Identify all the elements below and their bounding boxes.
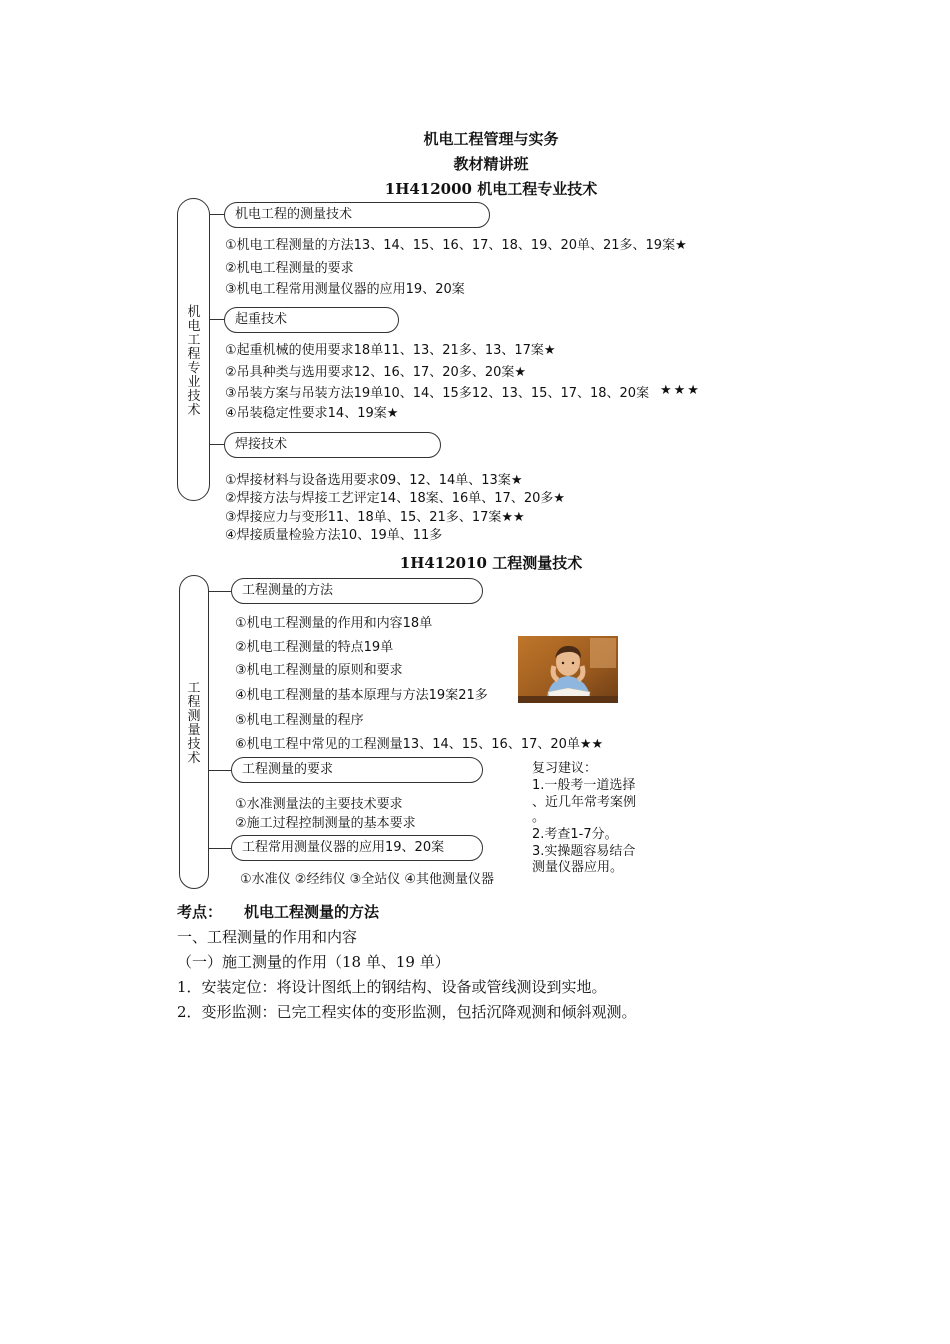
mindmap-group-measurement: 机电工程的测量技术 — [224, 202, 490, 228]
section-title: 1H412010 工程测量技术 — [399, 554, 583, 572]
review-advice-line: 2.考查1-7分。 — [532, 827, 618, 842]
mindmap-root-label: 机电工程专业技术 — [187, 305, 201, 418]
list-item: ①起重机械的使用要求18单11、13、21多、13、17案★ — [225, 343, 556, 358]
doc-subtitle: 教材精讲班 — [453, 155, 529, 173]
review-advice-line: 测量仪器应用。 — [532, 860, 624, 875]
mindmap-group-welding: 焊接技术 — [224, 432, 441, 458]
chapter-title: 1H412000 机电工程专业技术 — [384, 180, 598, 198]
student-reading-image — [518, 636, 618, 703]
kaodian-label: 考点： — [177, 903, 223, 921]
list-item: ②机电工程测量的要求 — [225, 261, 354, 276]
paragraph: 1．安装定位：将设计图纸上的钢结构、设备或管线测设到实地。 — [177, 978, 607, 996]
list-item: ①机电工程测量的作用和内容18单 — [235, 616, 433, 631]
review-advice-line: 1.一般考一道选择 — [532, 778, 636, 793]
connector — [210, 319, 224, 320]
list-item: ①水准测量法的主要技术要求 — [235, 797, 403, 812]
kaodian-title: 机电工程测量的方法 — [244, 903, 380, 921]
list-item: ⑤机电工程测量的程序 — [235, 713, 364, 728]
list-item: ①水准仪 ②经纬仪 ③全站仪 ④其他测量仪器 — [240, 872, 495, 887]
list-item: ②吊具种类与选用要求12、16、17、20多、20案★ — [225, 365, 527, 380]
list-item: ③机电工程测量的原则和要求 — [235, 663, 403, 678]
list-item: ⑥机电工程中常见的工程测量13、14、15、16、17、20单★★ — [235, 737, 604, 752]
list-item: ②焊接方法与焊接工艺评定14、18案、16单、17、20多★ — [225, 491, 566, 506]
connector — [209, 591, 231, 592]
connector — [209, 770, 231, 771]
mindmap-group-requirements: 工程测量的要求 — [231, 757, 483, 783]
mindmap-group-lifting: 起重技术 — [224, 307, 399, 333]
mindmap-group-instruments: 工程常用测量仪器的应用19、20案 — [231, 835, 483, 861]
list-item: ②施工过程控制测量的基本要求 — [235, 816, 416, 831]
paragraph: 2．变形监测：已完工程实体的变形监测，包括沉降观测和倾斜观测。 — [177, 1003, 637, 1021]
heading-2: （一）施工测量的作用（18 单、19 单） — [177, 953, 450, 971]
review-advice-line: 3.实操题容易结合 — [532, 844, 636, 859]
review-advice-title: 复习建议： — [532, 761, 598, 776]
list-item: ④机电工程测量的基本原理与方法19案21多 — [235, 688, 488, 703]
list-item: ④焊接质量检验方法10、19单、11多 — [225, 528, 443, 543]
review-advice-line: 。 — [532, 810, 546, 825]
doc-title: 机电工程管理与实务 — [423, 130, 559, 148]
connector — [210, 214, 224, 215]
list-item: ②机电工程测量的特点19单 — [235, 640, 394, 655]
connector — [210, 444, 224, 445]
mindmap-group-methods: 工程测量的方法 — [231, 578, 483, 604]
mindmap-root-label: 工程测量技术 — [187, 681, 201, 766]
connector — [209, 848, 231, 849]
list-item: ④吊装稳定性要求14、19案★ — [225, 406, 399, 421]
list-item: ③吊装方案与吊装方法19单10、14、15多12、13、15、17、18、20案 — [225, 386, 650, 401]
list-item: ①机电工程测量的方法13、14、15、16、17、18、19、20单、21多、19案★ — [225, 238, 687, 253]
list-item: ①焊接材料与设备选用要求09、12、14单、13案★ — [225, 473, 523, 488]
list-item: ③机电工程常用测量仪器的应用19、20案 — [225, 282, 465, 297]
review-advice-line: 、近几年常考案例 — [532, 795, 637, 810]
list-item: ③焊接应力与变形11、18单、15、21多、17案★★ — [225, 510, 525, 525]
heading-1: 一、工程测量的作用和内容 — [177, 928, 358, 946]
star-rating: ★★★ — [660, 383, 701, 398]
